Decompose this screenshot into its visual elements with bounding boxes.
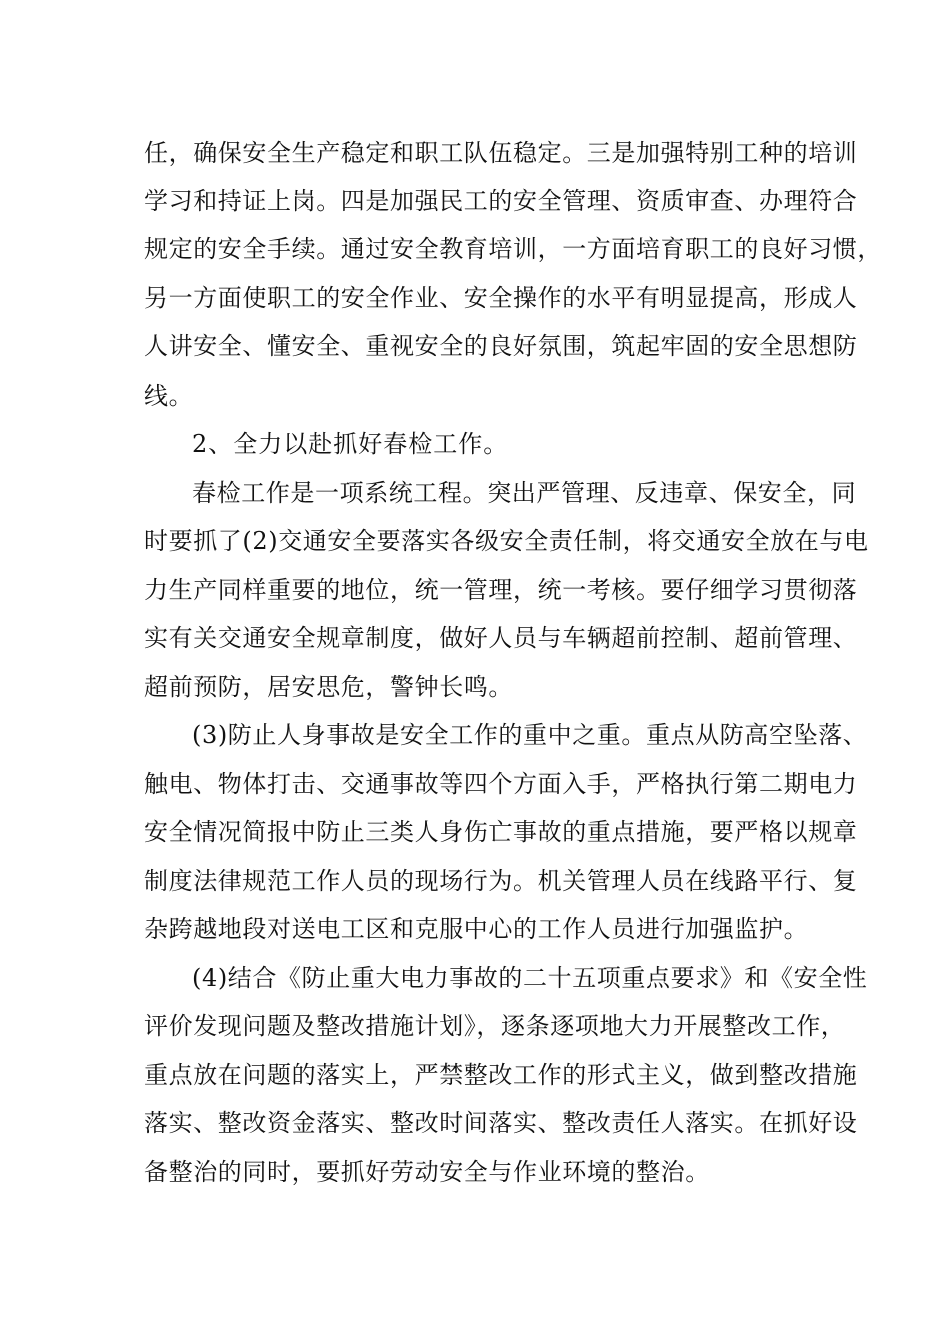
text-line: 制度法律规范工作人员的现场行为。机关管理人员在线路平行、复 [144,867,858,895]
text-line: 时要抓了(2)交通安全要落实各级安全责任制，将交通安全放在与电 [144,527,869,555]
text-line: 落实、整改资金落实、整改时间落实、整改责任人落实。在抓好设 [144,1109,858,1137]
text-line: 备整治的同时，要抓好劳动安全与作业环境的整治。 [144,1158,710,1186]
text-line: 杂跨越地段对送电工区和克服中心的工作人员进行加强监护。 [144,915,809,943]
text-line: 安全情况简报中防止三类人身伤亡事故的重点措施，要严格以规章 [144,818,858,846]
text-line: 触电、物体打击、交通事故等四个方面入手，严格执行第二期电力 [144,770,858,798]
text-line: 另一方面使职工的安全作业、安全操作的水平有明显提高，形成人 [144,284,858,312]
text-line: 力生产同样重要的地位，统一管理，统一考核。要仔细学习贯彻落 [144,576,858,604]
text-line: 任，确保安全生产稳定和职工队伍稳定。三是加强特别工种的培训 [144,139,858,167]
text-line: (4)结合《防止重大电力事故的二十五项重点要求》和《安全性 [192,964,868,992]
text-line: 线。 [144,382,194,410]
text-line: 规定的安全手续。通过安全教育培训，一方面培育职工的良好习惯， [144,235,882,263]
text-line: 超前预防，居安思危，警钟长鸣。 [144,673,513,701]
text-line: 实有关交通安全规章制度，做好人员与车辆超前控制、超前管理、 [144,624,858,652]
text-line: 学习和持证上岗。四是加强民工的安全管理、资质审查、办理符合 [144,187,858,215]
text-line: 人讲安全、懂安全、重视安全的良好氛围，筑起牢固的安全思想防 [144,332,858,360]
text-line: (3)防止人身事故是安全工作的重中之重。重点从防高空坠落、 [192,721,868,749]
text-line: 重点放在问题的落实上，严禁整改工作的形式主义，做到整改措施 [144,1061,858,1089]
text-line: 春检工作是一项系统工程。突出严管理、反违章、保安全，同 [192,479,857,507]
section-heading: 2、全力以赴抓好春检工作。 [192,430,509,458]
text-line: 评价发现问题及整改措施计划》，逐条逐项地大力开展整改工作， [144,1012,846,1040]
